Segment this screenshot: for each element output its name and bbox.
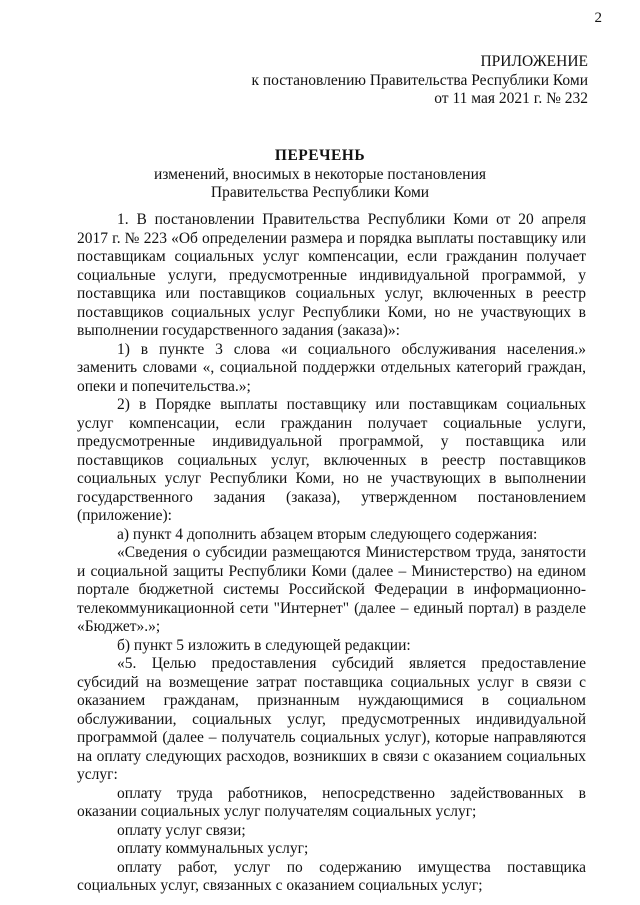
paragraph: а) пункт 4 дополнить абзацем вторым следующего содержания: bbox=[117, 525, 538, 543]
document-subtitle-line-1: изменений, вносимых в некоторые постановления bbox=[153, 165, 486, 183]
paragraph: 2) в Порядке выплаты поставщику или поставщикам социальных услуг компенсации, если гражданин получает социальные услуги, предусмотренные индивидуальной программой, у поставщика или поставщиков социальных услуг, включенных в реестр поставщиков социальных услуг Республики Коми, но не участвующих в выполнении государственного задания (заказа), утвержденном постановлением (приложение): bbox=[77, 396, 586, 524]
paragraph: оплату коммунальных услуг; bbox=[117, 840, 309, 857]
appendix-decree-line: к постановлению Правительства Республики Коми bbox=[251, 71, 588, 89]
paragraph: б) пункт 5 изложить в следующей редакции: bbox=[117, 636, 411, 654]
paragraph: 1. В постановлении Правительства Республики Коми от 20 апреля 2017 г. № 223 «Об определении размера и порядка выплаты поставщику или поставщикам социальных услуг компенсации, если гражданин получает социальные услуги, предусмотренные индивидуальной программой, у поставщика или поставщиков социальных услуг, включенных в реестр поставщиков социальных услуг Республики Коми, но не участвующих в выполнении государственного задания (заказа)»: bbox=[77, 211, 586, 339]
appendix-date-line: от 11 мая 2021 г. № 232 bbox=[434, 90, 588, 107]
document-title: ПЕРЕЧЕНЬ bbox=[274, 147, 366, 164]
paragraph: оплату труда работников, непосредственно задействованных в оказании социальных услуг получателям социальных услуг; bbox=[77, 784, 586, 820]
page-number: 2 bbox=[594, 10, 602, 26]
paragraph: оплату услуг связи; bbox=[117, 821, 246, 839]
appendix-header bbox=[251, 53, 588, 109]
appendix-label: ПРИЛОЖЕНИЕ bbox=[480, 53, 588, 70]
paragraph: 1) в пункте 3 слова «и социального обслуживания населения.» заменить словами «, социальной поддержки отдельных категорий граждан, опеки и попечительства.»; bbox=[77, 340, 586, 395]
paragraph: «5. Целью предоставления субсидий является предоставление субсидий на возмещение затрат поставщика социальных услуг в связи с оказанием гражданам, признанным нуждающимися в социальном обслуживании, социальных услуг, предусмотренных индивидуальной программой (далее – получатель социальных услуг), которые направляются на оплату следующих расходов, возникших в связи с оказанием социальных услуг: bbox=[77, 655, 586, 783]
document-subtitle-line-2: Правительства Республики Коми bbox=[210, 184, 430, 201]
document-title-block bbox=[0, 147, 640, 203]
paragraph: «Сведения о субсидии размещаются Министерством труда, занятости и социальной защиты Республики Коми (далее – Министерство) на едином портале бюджетной системы Российской Федерации в информационно-телекоммуникационной сети "Интернет" (далее – единый портал) в разделе «Бюджет».»; bbox=[77, 544, 586, 635]
document-body bbox=[77, 211, 586, 896]
paragraph: оплату работ, услуг по содержанию имущества поставщика социальных услуг, связанных с оказанием социальных услуг; bbox=[77, 858, 586, 894]
